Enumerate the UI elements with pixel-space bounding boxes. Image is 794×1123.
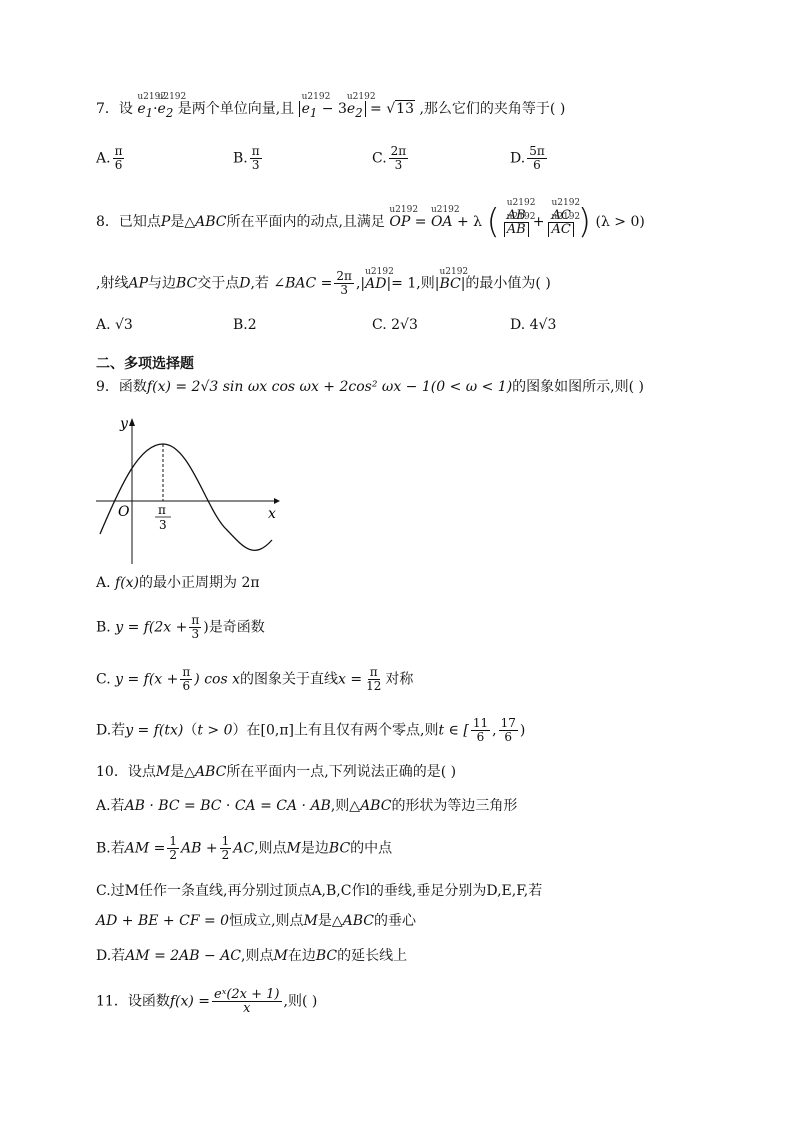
q9-option-b: B. y = f(2x + $\frac{\pi}{3}$ )是奇函数 <box>96 613 265 641</box>
q8-stem-line2: ,射线AP与边BC交于点D,若 ∠BAC = $\frac{2\pi}{3}$ ,|u2192 AD|= 1,则|u2192 BC|的最小值为( ) <box>96 270 551 297</box>
q7-abs-expr: u2192 $e_1 - 3u2192$ $e_2$ <box>299 101 366 117</box>
q8-option-a: A. √3 <box>96 317 133 333</box>
q11-fraction: $\frac{\text{eˣ(2x + 1)}}{x}$ <box>214 987 280 1016</box>
q8-option-c: C. 2√3 <box>372 317 418 333</box>
q9-graph <box>92 412 292 572</box>
vector-oa: u2192 OA <box>431 207 453 237</box>
q8-option-b: B.2 <box>233 317 257 333</box>
triangle-abc: △ABC <box>184 214 227 230</box>
q8-unit-ac: u2192 AC u2192 AC <box>546 209 575 236</box>
vector-op: u2192 OP <box>389 207 410 237</box>
q7-option-b: B. $\frac{\pi}{3}$ <box>233 144 260 172</box>
q10-stem: 10．设点M是△ABC所在平面内一点,下列说法正确的是( ) <box>96 764 457 780</box>
q10-option-c-line1: C.过M任作一条直线,再分别过顶点A,B,C作l的垂线,垂足分别为D,E,F,若 <box>96 883 543 899</box>
q11-stem: 11．设函数f(x) = $\frac{\text{eˣ(2x + 1)}}{x}$ ,则( ) <box>96 987 318 1016</box>
q7-sqrt: √13 <box>386 101 414 117</box>
q8-lambda-cond: (λ > 0) <box>595 214 645 230</box>
tick-den: 3 <box>159 518 167 532</box>
q9-stem: 9．函数f(x) = 2√3 sin ωx cos ωx + 2cos² ωx − 1(0 < ω < 1)的图象如图所示,则( ) <box>96 379 644 395</box>
q10-c-equation: AD + BE + CF = 0 <box>96 913 230 929</box>
tick-num: π <box>158 503 166 517</box>
origin-label: O <box>118 504 130 520</box>
x-axis-arrow <box>274 498 280 504</box>
q10-option-d: D.若AM = 2AB − AC,则点M在边BC的延长线上 <box>96 948 408 964</box>
y-axis-arrow <box>129 418 135 426</box>
q9-function: f(x) = 2√3 sin ωx cos ωx + 2cos² ωx − 1(0 < ω < 1) <box>146 379 513 395</box>
q8-stem: 8．已知点P是△ABC所在平面内的动点,且满足 u2192 OP = u2192 OA + λ ( u2192 AB u2192 AB + u2192 AC u2192 AC ) (λ > 0) <box>96 205 645 239</box>
q10-d-equation: AM = 2AB − AC <box>125 948 242 964</box>
x-label: x <box>268 506 276 522</box>
section-heading: 二、多项选择题 <box>96 356 194 372</box>
y-label: y <box>120 416 128 432</box>
vector-e1: u2192 $e_1$ <box>137 99 153 123</box>
q9-option-c: C. y = f(x + $\frac{\pi}{6}$ ) cos x的图象关于直线x = $\frac{\pi}{12}$ 对称 <box>96 665 414 693</box>
q8-unit-ab: u2192 AB u2192 AB <box>502 209 531 236</box>
q9-option-a: A. f(x)的最小正周期为 2π <box>96 575 260 591</box>
q7-stem: 7．设 u2192 $e_1\cdot u2192$ $e_2$ 是两个单位向量,且 u2192 $e_1 - 3u2192$ $e_2 = √13$ ,那么它们的夹角等于( ) <box>96 99 565 123</box>
sine-curve <box>100 444 272 550</box>
vector-bc: u2192 BC <box>439 274 460 294</box>
q7-option-c: C. $\frac{2\pi}{3}$ <box>372 144 407 172</box>
q10-a-equation: AB · BC = BC · CA = CA · AB <box>124 798 331 814</box>
q10-option-c-line2: AD + BE + CF = 0恒成立,则点M是△ABC的垂心 <box>96 913 417 929</box>
q7-sep: · <box>153 101 158 117</box>
q7-stem-text-2: 是两个单位向量,且 <box>177 101 295 117</box>
q10-option-a: A.若AB · BC = BC · CA = CA · AB,则△ABC的形状为等边三角形 <box>96 798 518 814</box>
q9-option-d: D.若y = f(tx)（t > 0）在[0,π]上有且仅有两个零点,则t ∈ [ $\frac{11}{6}$ , $\frac{17}{6}$ ) <box>96 716 526 744</box>
vector-ad: u2192 AD <box>365 274 386 294</box>
q7-option-a: A. $\frac{\pi}{6}$ <box>96 144 123 172</box>
vector-e2: u2192 $e_2$ <box>158 99 174 123</box>
q7-stem-text: 7．设 <box>96 101 133 117</box>
q10-option-b: B.若AM = $\frac{1}{2}$ AB + $\frac{1}{2}$ AC,则点M是边BC的中点 <box>96 834 393 862</box>
q7-option-d: D. $\frac{5\pi}{6}$ <box>510 144 545 172</box>
q7-stem-text-3: ,那么它们的夹角等于( ) <box>419 101 566 117</box>
q8-option-d: D. 4√3 <box>510 317 557 333</box>
